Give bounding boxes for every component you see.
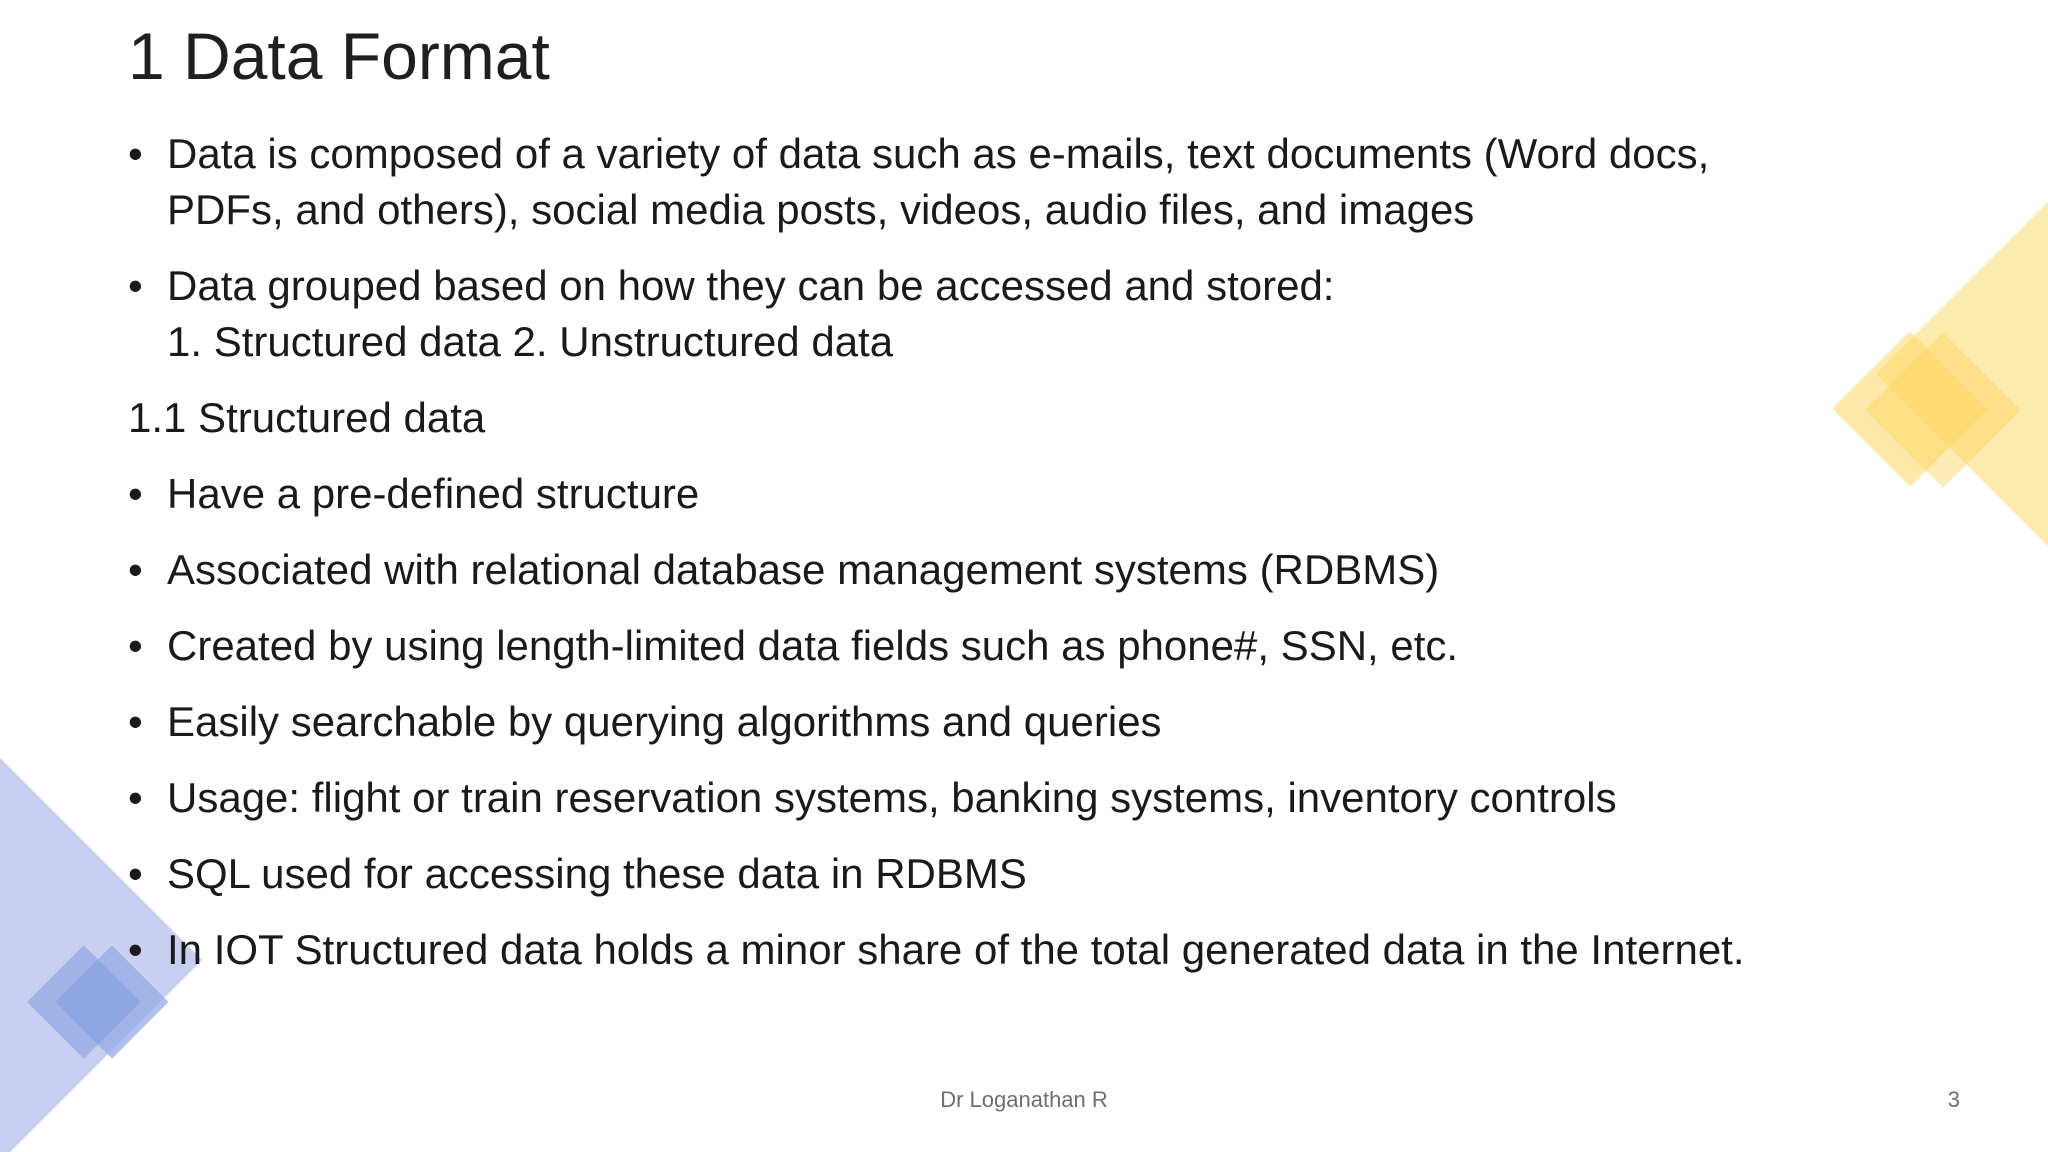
bullet-item: • Associated with relational database management systems (RDBMS) [128, 542, 2008, 598]
bullet-item [128, 126, 2008, 238]
bullet-line: • Data is composed of a variety of data such as e-mails, text documents (Word docs, [167, 130, 1710, 177]
section-heading: 1.1 Structured data [128, 394, 486, 441]
page-number: 3 [1947, 1087, 1960, 1112]
bullet-item: • In IOT Structured data holds a minor share of the total generated data in the Internet. [128, 922, 2008, 978]
bullet-line: 1. Structured data 2. Unstructured data [167, 318, 894, 365]
slide-content [128, 126, 2008, 998]
bullet-item: • Usage: flight or train reservation systems, banking systems, inventory controls [128, 770, 2008, 826]
bullet-line: PDFs, and others), social media posts, videos, audio files, and images [167, 186, 1475, 233]
bullet-item: • SQL used for accessing these data in RDBMS [128, 846, 2008, 902]
slide-title: 1 Data Format [128, 19, 550, 93]
bullet-item [128, 258, 2008, 370]
bullet-item: • Created by using length-limited data fields such as phone#, SSN, etc. [128, 618, 2008, 674]
bullet-line: • Data grouped based on how they can be accessed and stored: [167, 262, 1335, 309]
bullet-item: • Have a pre-defined structure [128, 466, 2008, 522]
bullet-item: • Easily searchable by querying algorithms and queries [128, 694, 2008, 750]
footer-author: Dr Loganathan R [940, 1087, 1108, 1112]
